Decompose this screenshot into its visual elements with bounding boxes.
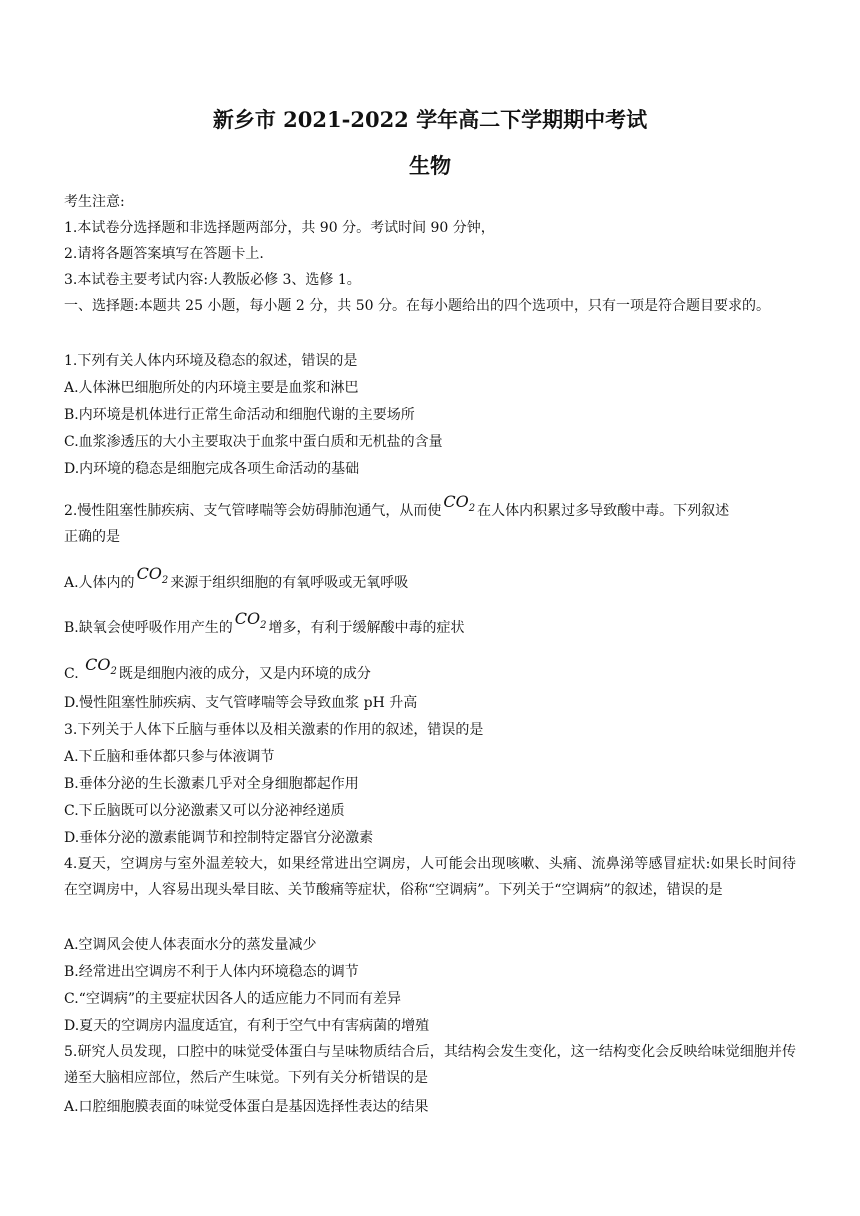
q5-option-a: A.口腔细胞膜表面的味觉受体蛋白是基因选择性表达的结果 bbox=[64, 1099, 429, 1115]
q4-option-a: A.空调风会使人体表面水分的蒸发量减少 bbox=[64, 937, 317, 953]
q2-stem-line-1 bbox=[64, 492, 796, 522]
section-1-instructions: 一、选择题:本题共 25 小题，每小题 2 分，共 50 分。在每小题给出的四个选项中，只有一项是符合题目要求的。 bbox=[64, 298, 770, 314]
q3-option-d: D.垂体分泌的激素能调节和控制特定器官分泌激素 bbox=[64, 830, 374, 846]
q2-option-b: B.缺氧会使呼吸作用产生的 $CO_2$ 增多，有利于缓解酸中毒的症状 bbox=[64, 609, 465, 636]
notice-heading: 考生注意: bbox=[64, 194, 125, 210]
q1-option-b: B.内环境是机体进行正常生命活动和细胞代谢的主要场所 bbox=[64, 407, 415, 423]
q2-option-c: C. $CO_2$ 既是细胞内液的成分，又是内环境的成分 bbox=[64, 655, 371, 682]
co2-formula: $CO_2$ bbox=[85, 655, 117, 677]
notice-item-2: 2.请将各题答案填写在答题卡上. bbox=[64, 246, 264, 262]
q4-option-c: C.“空调病”的主要症状因各人的适应能力不同而有差异 bbox=[64, 991, 401, 1007]
q4-option-b: B.经常进出空调房不利于人体内环境稳态的调节 bbox=[64, 964, 359, 980]
co2-formula: $CO_2$ bbox=[136, 564, 169, 586]
q1-option-c: C.血浆渗透压的大小主要取决于血浆中蛋白质和无机盐的含量 bbox=[64, 434, 443, 450]
q3-stem: 3.下列关于人体下丘脑与垂体以及相关激素的作用的叙述，错误的是 bbox=[64, 722, 484, 738]
q4-option-d: D.夏天的空调房内温度适宜，有利于空气中有害病菌的增殖 bbox=[64, 1018, 430, 1034]
q4-stem: 4.夏天，空调房与室外温差较大，如果经常进出空调房，人可能会出现咳嗽、头痛、流鼻涕等感冒症状:如果长时间待在空调房中，人容易出现头晕目眩、关节酸痛等症状，俗称“空调病”。下列关于“空调病”的叙述，错误的是 bbox=[64, 856, 796, 898]
q2-stem-post: 在人体内积累过多导致酸中毒。下列叙述 bbox=[477, 503, 730, 519]
exam-title: 新乡市 2021-2022 学年高二下学期期中考试 bbox=[212, 107, 648, 132]
co2-formula: $CO_2$ bbox=[443, 492, 476, 514]
q2-option-a: A.人体内的 $CO_2$ 来源于组织细胞的有氧呼吸或无氧呼吸 bbox=[64, 564, 409, 591]
notice-item-1: 1.本试卷分选择题和非选择题两部分，共 90 分。考试时间 90 分钟， bbox=[64, 220, 495, 236]
q1-stem: 1.下列有关人体内环境及稳态的叙述，错误的是 bbox=[64, 353, 358, 369]
q5-stem: 5.研究人员发现，口腔中的味觉受体蛋白与呈味物质结合后，其结构会发生变化，这一结构变化会反映给味觉细胞并传递至大脑相应部位，然后产生味觉。下列有关分析错误的是 bbox=[64, 1044, 796, 1086]
q1-option-a: A.人体淋巴细胞所处的内环境主要是血浆和淋巴 bbox=[64, 380, 359, 396]
q2-stem-line-2: 正确的是 bbox=[64, 529, 120, 545]
co2-formula: $CO_2$ bbox=[234, 609, 267, 631]
q3-option-c: C.下丘脑既可以分泌激素又可以分泌神经递质 bbox=[64, 803, 345, 819]
q3-option-a: A.下丘脑和垂体都只参与体液调节 bbox=[64, 749, 275, 765]
q2-stem-pre: 2.慢性阻塞性肺疾病、支气管哮喘等会妨碍肺泡通气，从而使 bbox=[64, 503, 442, 519]
q3-option-b: B.垂体分泌的生长激素几乎对全身细胞都起作用 bbox=[64, 776, 359, 792]
exam-subject: 生物 bbox=[409, 153, 451, 178]
q1-option-d: D.内环境的稳态是细胞完成各项生命活动的基础 bbox=[64, 461, 360, 477]
q2-option-d: D.慢性阻塞性肺疾病、支气管哮喘等会导致血浆 pH 升高 bbox=[64, 695, 418, 711]
notice-item-3: 3.本试卷主要考试内容:人教版必修 3、选修 1。 bbox=[64, 272, 361, 288]
